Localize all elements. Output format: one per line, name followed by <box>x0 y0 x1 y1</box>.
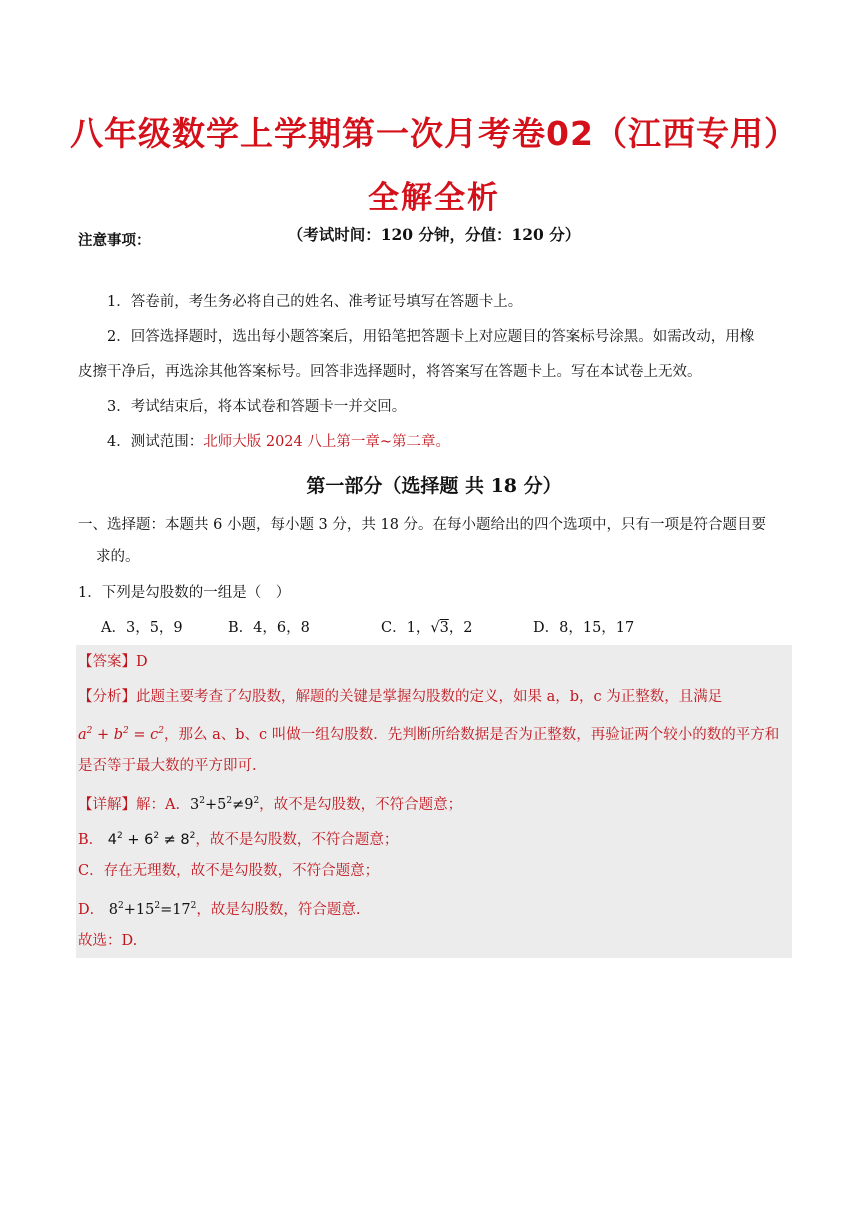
conclusion-line: 故选：D. <box>78 933 138 949</box>
analysis-line-1: 【分析】此题主要考查了勾股数，解题的关键是掌握勾股数的定义，如果 a，b，c 为正整数，且满足 <box>78 689 723 705</box>
option-d: D．8，15，17 <box>533 620 635 636</box>
note-item-4-prefix: 4．测试范围： <box>107 434 204 450</box>
note-item-1: 1．答卷前，考生务必将自己的姓名、准考证号填写在答题卡上。 <box>107 294 523 310</box>
formula-b: $4^2 + 6^2 \ne 8^2$ <box>103 831 196 848</box>
option-b: B．4，6，8 <box>228 620 310 636</box>
detail-line-d <box>78 896 361 920</box>
detail-b-prefix: B． <box>78 831 104 848</box>
sqrt-symbol: √ <box>430 620 440 636</box>
note-item-4 <box>107 432 450 452</box>
detail-line-a <box>78 791 462 815</box>
detail-line-c: C．存在无理数，故不是勾股数，不符合题意； <box>78 863 380 879</box>
option-a: A．3，5，9 <box>101 620 183 636</box>
note-item-2a: 2．回答选择题时，选出每小题答案后，用铅笔把答题卡上对应题目的答案标号涂黑。如需改动，用橡 <box>107 329 755 345</box>
note-item-3: 3．考试结束后，将本试卷和答题卡一并交回。 <box>107 399 407 415</box>
detail-d-prefix: D． <box>78 901 105 918</box>
analysis-line-3: 是否等于最大数的平方即可. <box>78 758 257 774</box>
option-c-prefix: C．1， <box>381 620 431 636</box>
sqrt-radicand: 3 <box>439 620 449 636</box>
section-instruction-b: 求的。 <box>96 549 140 565</box>
section-instruction-a: 一、选择题：本题共 6 小题，每小题 3 分，共 18 分。在每小题给出的四个选项中，只有一项是符合题目要 <box>78 517 767 533</box>
notes-heading: 注意事项： <box>78 232 151 249</box>
formula-a: $3^2+5^2\ne 9^2$ <box>189 796 260 813</box>
exam-info: （考试时间：120 分钟，分值：120 分） <box>287 225 581 244</box>
section-title: 第一部分（选择题 共 18 分） <box>306 475 562 497</box>
detail-line-b <box>78 826 398 850</box>
analysis-line-2-text: ，那么 a、b、c 叫做一组勾股数．先判断所给数据是否为正整数，再验证两个较小的数的平方和 <box>164 726 780 743</box>
note-item-2b: 皮擦干净后，再选涂其他答案标号。回答非选择题时，将答案写在答题卡上。写在本试卷上无效。 <box>78 364 702 380</box>
test-scope: 北师大版 2024 八上第一章~第二章。 <box>203 434 451 450</box>
option-c <box>381 618 473 638</box>
formula-d: $8^2+15^2=17^2$ <box>104 901 197 918</box>
answer-line: 【答案】D <box>78 654 148 670</box>
page-subtitle: 全解全析 <box>368 180 500 216</box>
detail-prefix: 【详解】解：A． <box>78 796 190 813</box>
detail-d-text: ，故是勾股数，符合题意. <box>196 901 361 918</box>
analysis-line-2 <box>78 721 779 745</box>
page-title: 八年级数学上学期第一次月考卷02（江西专用） <box>70 114 798 153</box>
pythagorean-formula: $a^2 + b^2 = c^2$ <box>78 726 165 743</box>
option-c-suffix: ，2 <box>448 620 473 636</box>
question-1-stem: 1．下列是勾股数的一组是（ ） <box>78 585 291 601</box>
detail-a-text: ，故不是勾股数，不符合题意； <box>259 796 463 813</box>
detail-b-text: ，故不是勾股数，不符合题意； <box>195 831 399 848</box>
